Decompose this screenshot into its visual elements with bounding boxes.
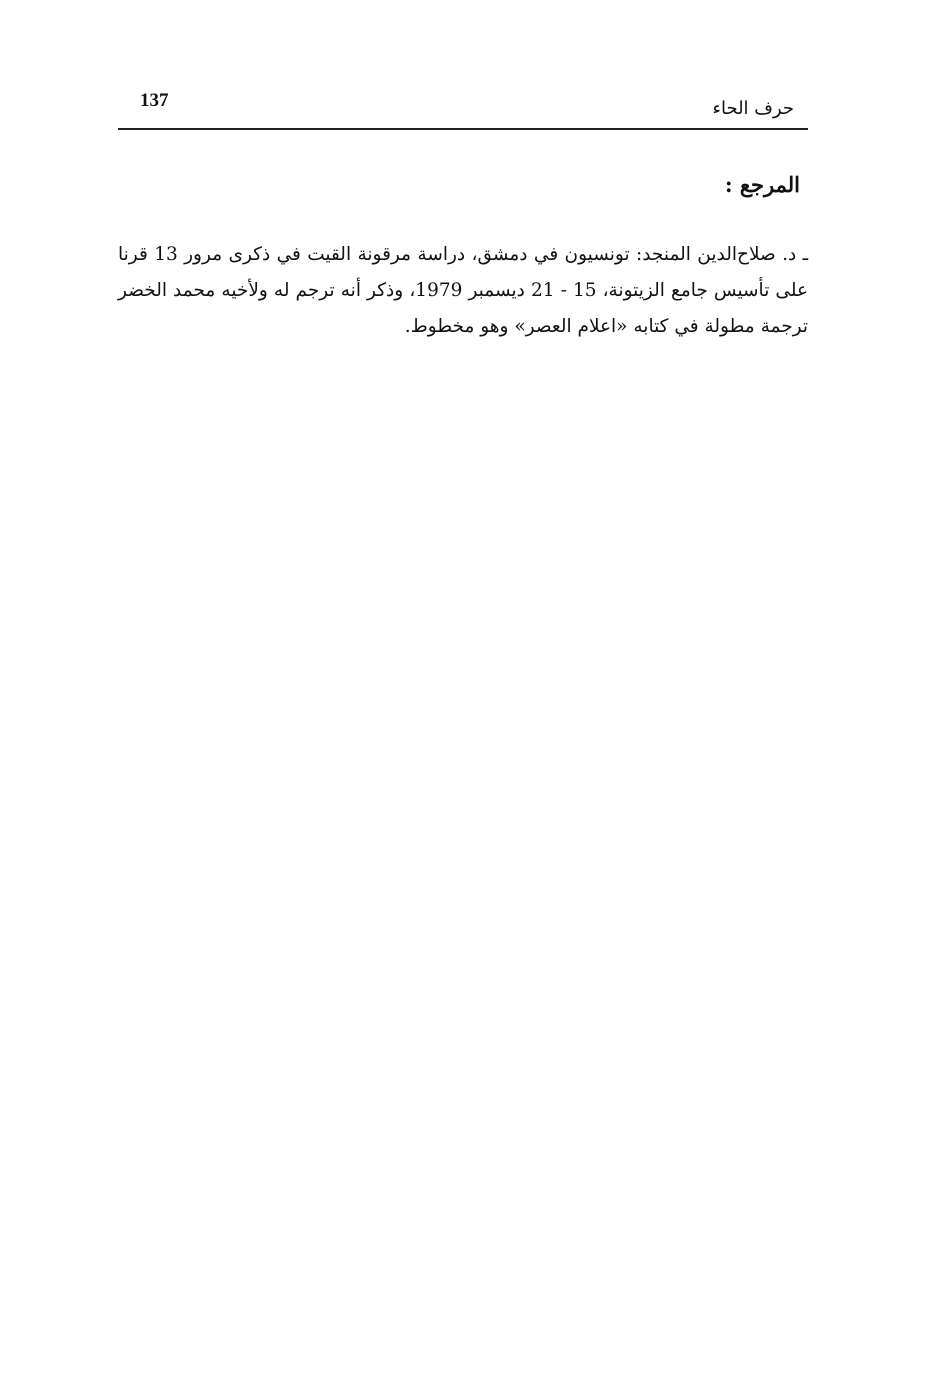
page-number: 137 (140, 90, 169, 111)
running-title: حرف الحاء (712, 98, 794, 119)
reference-entry (118, 237, 808, 345)
reference-bullet: ـ (796, 243, 808, 265)
section-heading: المرجع : (724, 172, 800, 197)
page-header (118, 84, 808, 130)
reference-text: د. صلاح‌الدين المنجد: تونسيون في دمشق، دراسة مرقونة القيت في ذكرى مرور 13 قرنا على تأسيس جامع الزيتونة، 15 - 21 ديسمبر 1979، وذكر أنه ترجم له ولأخيه محمد الخضر ترجمة مطولة في كتابه «اعلام العصر» وهو مخطوط. (118, 243, 809, 337)
